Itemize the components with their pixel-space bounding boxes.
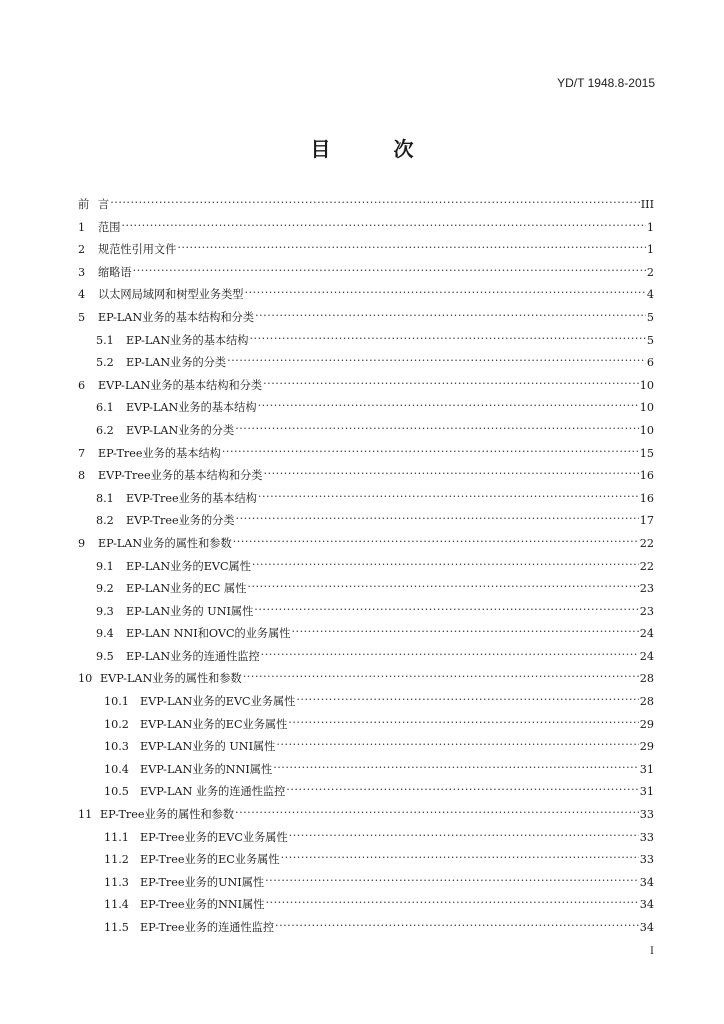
toc-entry-title: EVP-LAN业务的NNI属性: [140, 762, 273, 776]
toc-entry-title: 规范性引用文件: [98, 243, 177, 257]
toc-entry-title: EVP-LAN业务的EC业务属性: [140, 717, 288, 731]
toc-entry-title: EP-LAN业务的分类: [126, 356, 227, 370]
toc-entry-page: 4: [646, 288, 654, 302]
toc-entry-title: EVP-Tree业务的基本结构和分类: [98, 469, 263, 483]
toc-leader-dots: [276, 739, 638, 750]
toc-entry-page: 23: [639, 604, 654, 618]
toc-entry-number: 5: [78, 310, 86, 324]
toc-entry-page: 22: [639, 536, 654, 550]
toc-entry[interactable]: [78, 422, 654, 445]
toc-leader-dots: [263, 378, 639, 389]
toc-leader-dots: [261, 649, 639, 660]
standard-code: YD/T 1948.8-2015: [557, 76, 655, 90]
toc-entry-page: 6: [646, 356, 654, 370]
toc-leader-dots: [275, 920, 639, 931]
toc-leader-dots: [244, 287, 645, 298]
toc-leader-dots: [263, 468, 638, 479]
toc-entry-page: 2: [646, 265, 654, 279]
toc-entry-title: 以太网局域网和树型业务类型: [98, 288, 244, 302]
toc-entry-number: 10: [78, 672, 93, 686]
toc-entry-title: EP-Tree业务的EC业务属性: [140, 853, 280, 867]
toc-leader-dots: [110, 197, 640, 208]
toc-entry-title: 缩略语: [98, 265, 132, 279]
toc-entry-page: 28: [639, 672, 654, 686]
toc-entry-title: 言: [98, 198, 110, 211]
page-number: I: [650, 946, 654, 957]
toc-leader-dots: [281, 852, 639, 863]
toc-entry-number: 10.1: [104, 695, 129, 709]
toc-entry-title: EP-Tree业务的NNI属性: [140, 898, 265, 912]
toc-entry[interactable]: [78, 377, 654, 400]
toc-entry-title: EVP-Tree业务的基本结构: [126, 491, 257, 505]
toc-entry-title: EVP-LAN业务的基本结构: [126, 401, 257, 415]
toc-entry-number: 6: [78, 378, 86, 392]
toc-leader-dots: [273, 762, 639, 773]
toc-entry-page: 33: [639, 853, 654, 867]
toc-entry-title: EVP-LAN业务的基本结构和分类: [98, 378, 263, 392]
toc-leader-dots: [289, 829, 639, 840]
toc-entry-number: 11.4: [104, 898, 129, 912]
toc-entry-page: 34: [639, 921, 654, 934]
toc-entry[interactable]: [78, 896, 654, 919]
toc-entry[interactable]: [78, 738, 654, 761]
toc-entry-page: 24: [639, 649, 654, 663]
toc-entry-page: 15: [639, 446, 654, 460]
toc-entry-number: 8.1: [96, 491, 114, 505]
toc-leader-dots: [286, 784, 638, 795]
toc-leader-dots: [249, 332, 645, 343]
toc-entry[interactable]: [78, 716, 654, 739]
toc-entry-number: 9.3: [96, 604, 114, 618]
toc-entry[interactable]: [78, 829, 654, 852]
toc-entry[interactable]: [78, 490, 654, 513]
toc-entry-number: 6.1: [96, 401, 114, 415]
toc-entry-title: EP-LAN业务的属性和参数: [98, 536, 232, 550]
toc-entry-page: 31: [639, 785, 654, 799]
toc-entry-number: 8: [78, 469, 86, 483]
toc-entry-page: III: [640, 198, 654, 211]
toc-entry-page: 31: [639, 762, 654, 776]
toc-entry-title: EP-LAN业务的基本结构和分类: [98, 310, 255, 324]
toc-entry-title: EVP-LAN业务的 UNI属性: [140, 740, 276, 754]
toc-entry-page: 10: [639, 401, 654, 415]
toc-entry-number: 9.2: [96, 582, 114, 596]
toc-entry-title: EVP-Tree业务的分类: [126, 514, 235, 528]
toc-entry-title: EP-LAN业务的EC 属性: [126, 582, 247, 596]
toc-entry-title: EP-LAN业务的基本结构: [126, 333, 249, 347]
toc-entry-page: 5: [646, 310, 654, 324]
toc-entry-number: 10.4: [104, 762, 129, 776]
toc-entry[interactable]: [78, 467, 654, 490]
toc-entry-page: 29: [639, 717, 654, 731]
toc-entry-title: EVP-LAN业务的属性和参数: [100, 672, 242, 686]
toc-leader-dots: [121, 219, 645, 230]
toc-entry[interactable]: [78, 354, 654, 377]
toc-entry-number: 9: [78, 536, 86, 550]
toc-leader-dots: [254, 604, 638, 615]
toc-entry[interactable]: [78, 558, 654, 581]
toc-entry[interactable]: [78, 761, 654, 784]
toc-entry-page: 10: [639, 423, 654, 437]
toc-entry[interactable]: [78, 219, 654, 242]
toc-entry-number: 11.3: [104, 875, 129, 889]
toc-leader-dots: [291, 626, 638, 637]
toc-entry-title: EP-Tree业务的EVC业务属性: [140, 830, 288, 844]
toc-leader-dots: [252, 558, 639, 569]
toc-entry[interactable]: [78, 625, 654, 648]
toc-entry-number: 10.3: [104, 740, 129, 754]
toc-entry-page: 28: [639, 695, 654, 709]
toc-entry-number: 11.5: [104, 921, 129, 934]
toc-entry-number: 3: [78, 265, 86, 279]
toc-entry-page: 33: [639, 808, 654, 822]
toc-entry-title: EP-LAN业务的连通性监控: [126, 649, 260, 663]
toc-entry-title: EP-LAN业务的 UNI属性: [126, 604, 254, 618]
toc-entry-number: 4: [78, 288, 86, 302]
toc-entry-number: 1: [78, 220, 86, 234]
toc-leader-dots: [235, 423, 639, 434]
toc-leader-dots: [296, 694, 638, 705]
toc-entry-number: 10.2: [104, 717, 129, 731]
toc-entry[interactable]: [78, 535, 654, 558]
toc-leader-dots: [255, 310, 646, 321]
toc-entry-page: 1: [646, 220, 654, 234]
toc-entry-page: 16: [639, 469, 654, 483]
toc-entry-number: 8.2: [96, 514, 114, 528]
toc-entry[interactable]: [78, 241, 654, 264]
toc-entry-number: 前: [78, 198, 90, 211]
toc-entry-number: 5.2: [96, 356, 114, 370]
toc-entry-page: 22: [639, 559, 654, 573]
toc-entry-number: 9.4: [96, 627, 114, 641]
toc-leader-dots: [258, 491, 639, 502]
toc-entry[interactable]: [78, 603, 654, 626]
table-of-contents: [78, 196, 654, 942]
toc-entry[interactable]: [78, 196, 654, 219]
toc-entry[interactable]: [78, 580, 654, 603]
toc-entry-number: 9.5: [96, 649, 114, 663]
toc-entry[interactable]: [78, 851, 654, 874]
page-title: 目 次: [310, 137, 442, 161]
toc-entry-number: 2: [78, 243, 86, 257]
toc-entry-page: 24: [639, 627, 654, 641]
toc-entry[interactable]: [78, 512, 654, 535]
toc-entry-title: EVP-LAN 业务的连通性监控: [140, 785, 286, 799]
toc-entry-title: EP-Tree业务的属性和参数: [100, 808, 235, 822]
toc-entry-title: EP-Tree业务的UNI属性: [140, 875, 265, 889]
toc-leader-dots: [247, 581, 638, 592]
toc-entry-title: 范围: [98, 220, 121, 234]
toc-entry-title: EP-Tree业务的连通性监控: [140, 921, 275, 934]
toc-entry[interactable]: [78, 874, 654, 897]
toc-entry[interactable]: [78, 806, 654, 829]
toc-entry-number: 11.2: [104, 853, 129, 867]
toc-entry[interactable]: [78, 445, 654, 468]
toc-entry-page: 34: [639, 898, 654, 912]
toc-entry-number: 5.1: [96, 333, 114, 347]
toc-entry-page: 33: [639, 830, 654, 844]
toc-entry[interactable]: [78, 670, 654, 693]
toc-entry[interactable]: [78, 309, 654, 332]
toc-entry-title: EP-LAN NNI和OVC的业务属性: [126, 627, 291, 641]
toc-entry[interactable]: [78, 648, 654, 671]
toc-entry-number: 11.1: [104, 830, 129, 844]
toc-leader-dots: [258, 400, 639, 411]
toc-entry-number: 6.2: [96, 423, 114, 437]
toc-entry-title: EVP-LAN业务的EVC业务属性: [140, 695, 296, 709]
toc-leader-dots: [227, 355, 646, 366]
toc-entry[interactable]: [78, 332, 654, 355]
toc-entry-title: EP-Tree业务的基本结构: [98, 446, 221, 460]
toc-entry-number: 11: [78, 808, 93, 822]
toc-leader-dots: [222, 445, 639, 456]
toc-entry[interactable]: [78, 286, 654, 309]
toc-entry-page: 34: [639, 875, 654, 889]
toc-leader-dots: [288, 716, 638, 727]
toc-entry-page: 5: [646, 333, 654, 347]
toc-leader-dots: [265, 897, 638, 908]
toc-entry[interactable]: [78, 264, 654, 287]
toc-entry-title: EP-LAN业务的EVC属性: [126, 559, 251, 573]
toc-entry-number: 9.1: [96, 559, 114, 573]
toc-entry[interactable]: [78, 693, 654, 716]
toc-leader-dots: [233, 536, 639, 547]
toc-entry-number: 7: [78, 446, 86, 460]
toc-entry-page: 29: [639, 740, 654, 754]
toc-entry-page: 17: [639, 514, 654, 528]
toc-entry-page: 10: [639, 378, 654, 392]
toc-leader-dots: [265, 875, 639, 886]
toc-leader-dots: [243, 671, 639, 682]
toc-entry-title: EVP-LAN业务的分类: [126, 423, 235, 437]
toc-entry-page: 16: [639, 491, 654, 505]
toc-entry-page: 1: [646, 243, 654, 257]
toc-leader-dots: [235, 807, 639, 818]
toc-entry-number: 10.5: [104, 785, 129, 799]
toc-entry[interactable]: [78, 783, 654, 806]
toc-entry[interactable]: [78, 399, 654, 422]
toc-entry-page: 23: [639, 582, 654, 596]
toc-leader-dots: [177, 242, 646, 253]
toc-leader-dots: [133, 265, 646, 276]
toc-entry[interactable]: [78, 919, 654, 942]
toc-leader-dots: [236, 513, 639, 524]
